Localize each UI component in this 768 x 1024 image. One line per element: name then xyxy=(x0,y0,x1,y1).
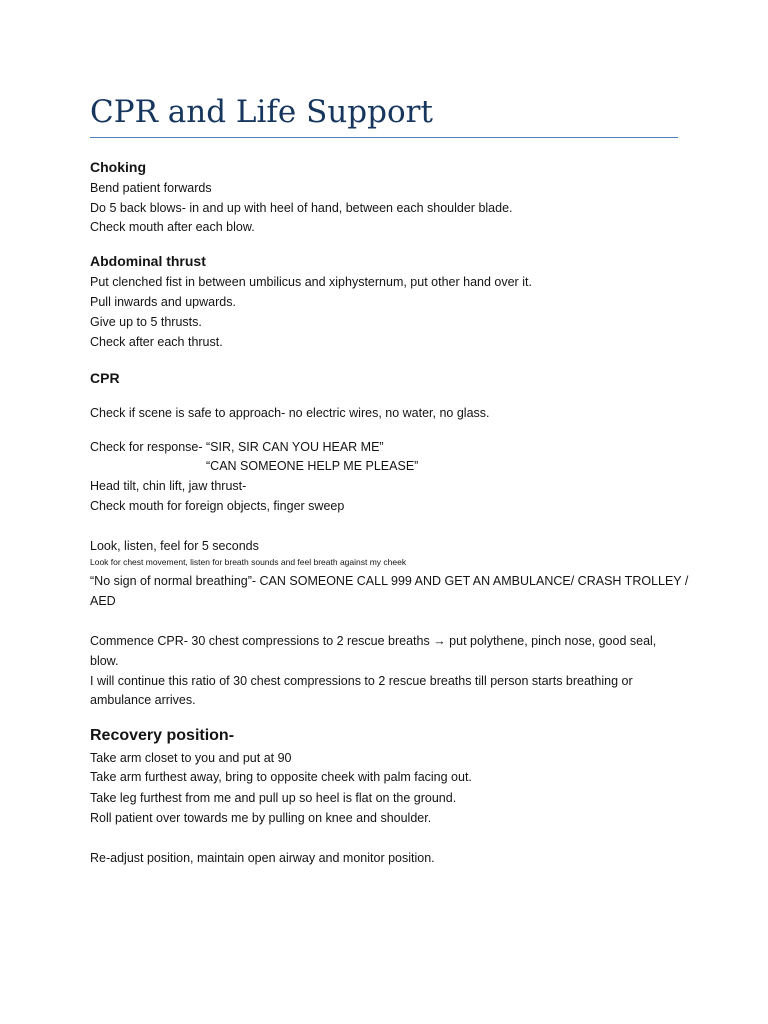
choking-line: Check mouth after each blow. xyxy=(90,220,255,234)
cpr-scene: Check if scene is safe to approach- no electric wires, no water, no glass. xyxy=(90,406,490,420)
abdominal-line: Pull inwards and upwards. xyxy=(90,295,236,309)
abdominal-line: Check after each thrust. xyxy=(90,335,223,349)
title-underline xyxy=(90,137,678,138)
cpr-look-listen: Look, listen, feel for 5 seconds xyxy=(90,539,259,553)
cpr-heading: CPR xyxy=(90,370,120,386)
recovery-line: Roll patient over towards me by pulling on knee and shoulder. xyxy=(90,811,432,825)
cpr-continue: ambulance arrives. xyxy=(90,693,196,707)
abdominal-heading: Abdominal thrust xyxy=(90,253,206,269)
choking-line: Bend patient forwards xyxy=(90,181,212,195)
abdominal-line: Give up to 5 thrusts. xyxy=(90,315,202,329)
cpr-commence: Commence CPR- 30 chest compressions to 2 rescue breaths → put polythene, pinch nose, good seal, xyxy=(90,634,657,648)
recovery-line: Take arm furthest away, bring to opposite cheek with palm facing out. xyxy=(90,770,472,784)
recovery-readjust: Re-adjust position, maintain open airway and monitor position. xyxy=(90,851,435,865)
recovery-line: Take arm closet to you and put at 90 xyxy=(90,751,292,765)
cpr-commence: blow. xyxy=(90,654,119,668)
choking-line: Do 5 back blows- in and up with heel of hand, between each shoulder blade. xyxy=(90,201,513,215)
choking-heading: Choking xyxy=(90,159,146,175)
cpr-airway: Head tilt, chin lift, jaw thrust- xyxy=(90,479,247,493)
cpr-response-line: Check for response- “SIR, SIR CAN YOU HEAR ME” xyxy=(90,440,384,454)
cpr-continue: I will continue this ratio of 30 chest compressions to 2 rescue breaths till person starts breathing or xyxy=(90,674,633,688)
cpr-mouth-check: Check mouth for foreign objects, finger sweep xyxy=(90,499,345,513)
cpr-no-breathing: AED xyxy=(90,594,116,608)
cpr-no-breathing: “No sign of normal breathing”- CAN SOMEONE CALL 999 AND GET AN AMBULANCE/ CRASH TROLLEY / xyxy=(90,574,689,588)
recovery-line: Take leg furthest from me and pull up so heel is flat on the ground. xyxy=(90,791,457,805)
abdominal-line: Put clenched fist in between umbilicus and xiphysternum, put other hand over it. xyxy=(90,275,532,289)
cpr-look-note: Look for chest movement, listen for breath sounds and feel breath against my cheek xyxy=(90,557,407,567)
cpr-response-line: “CAN SOMEONE HELP ME PLEASE” xyxy=(206,459,419,473)
recovery-heading: Recovery position- xyxy=(90,727,235,744)
document-title: CPR and Life Support xyxy=(90,94,433,130)
